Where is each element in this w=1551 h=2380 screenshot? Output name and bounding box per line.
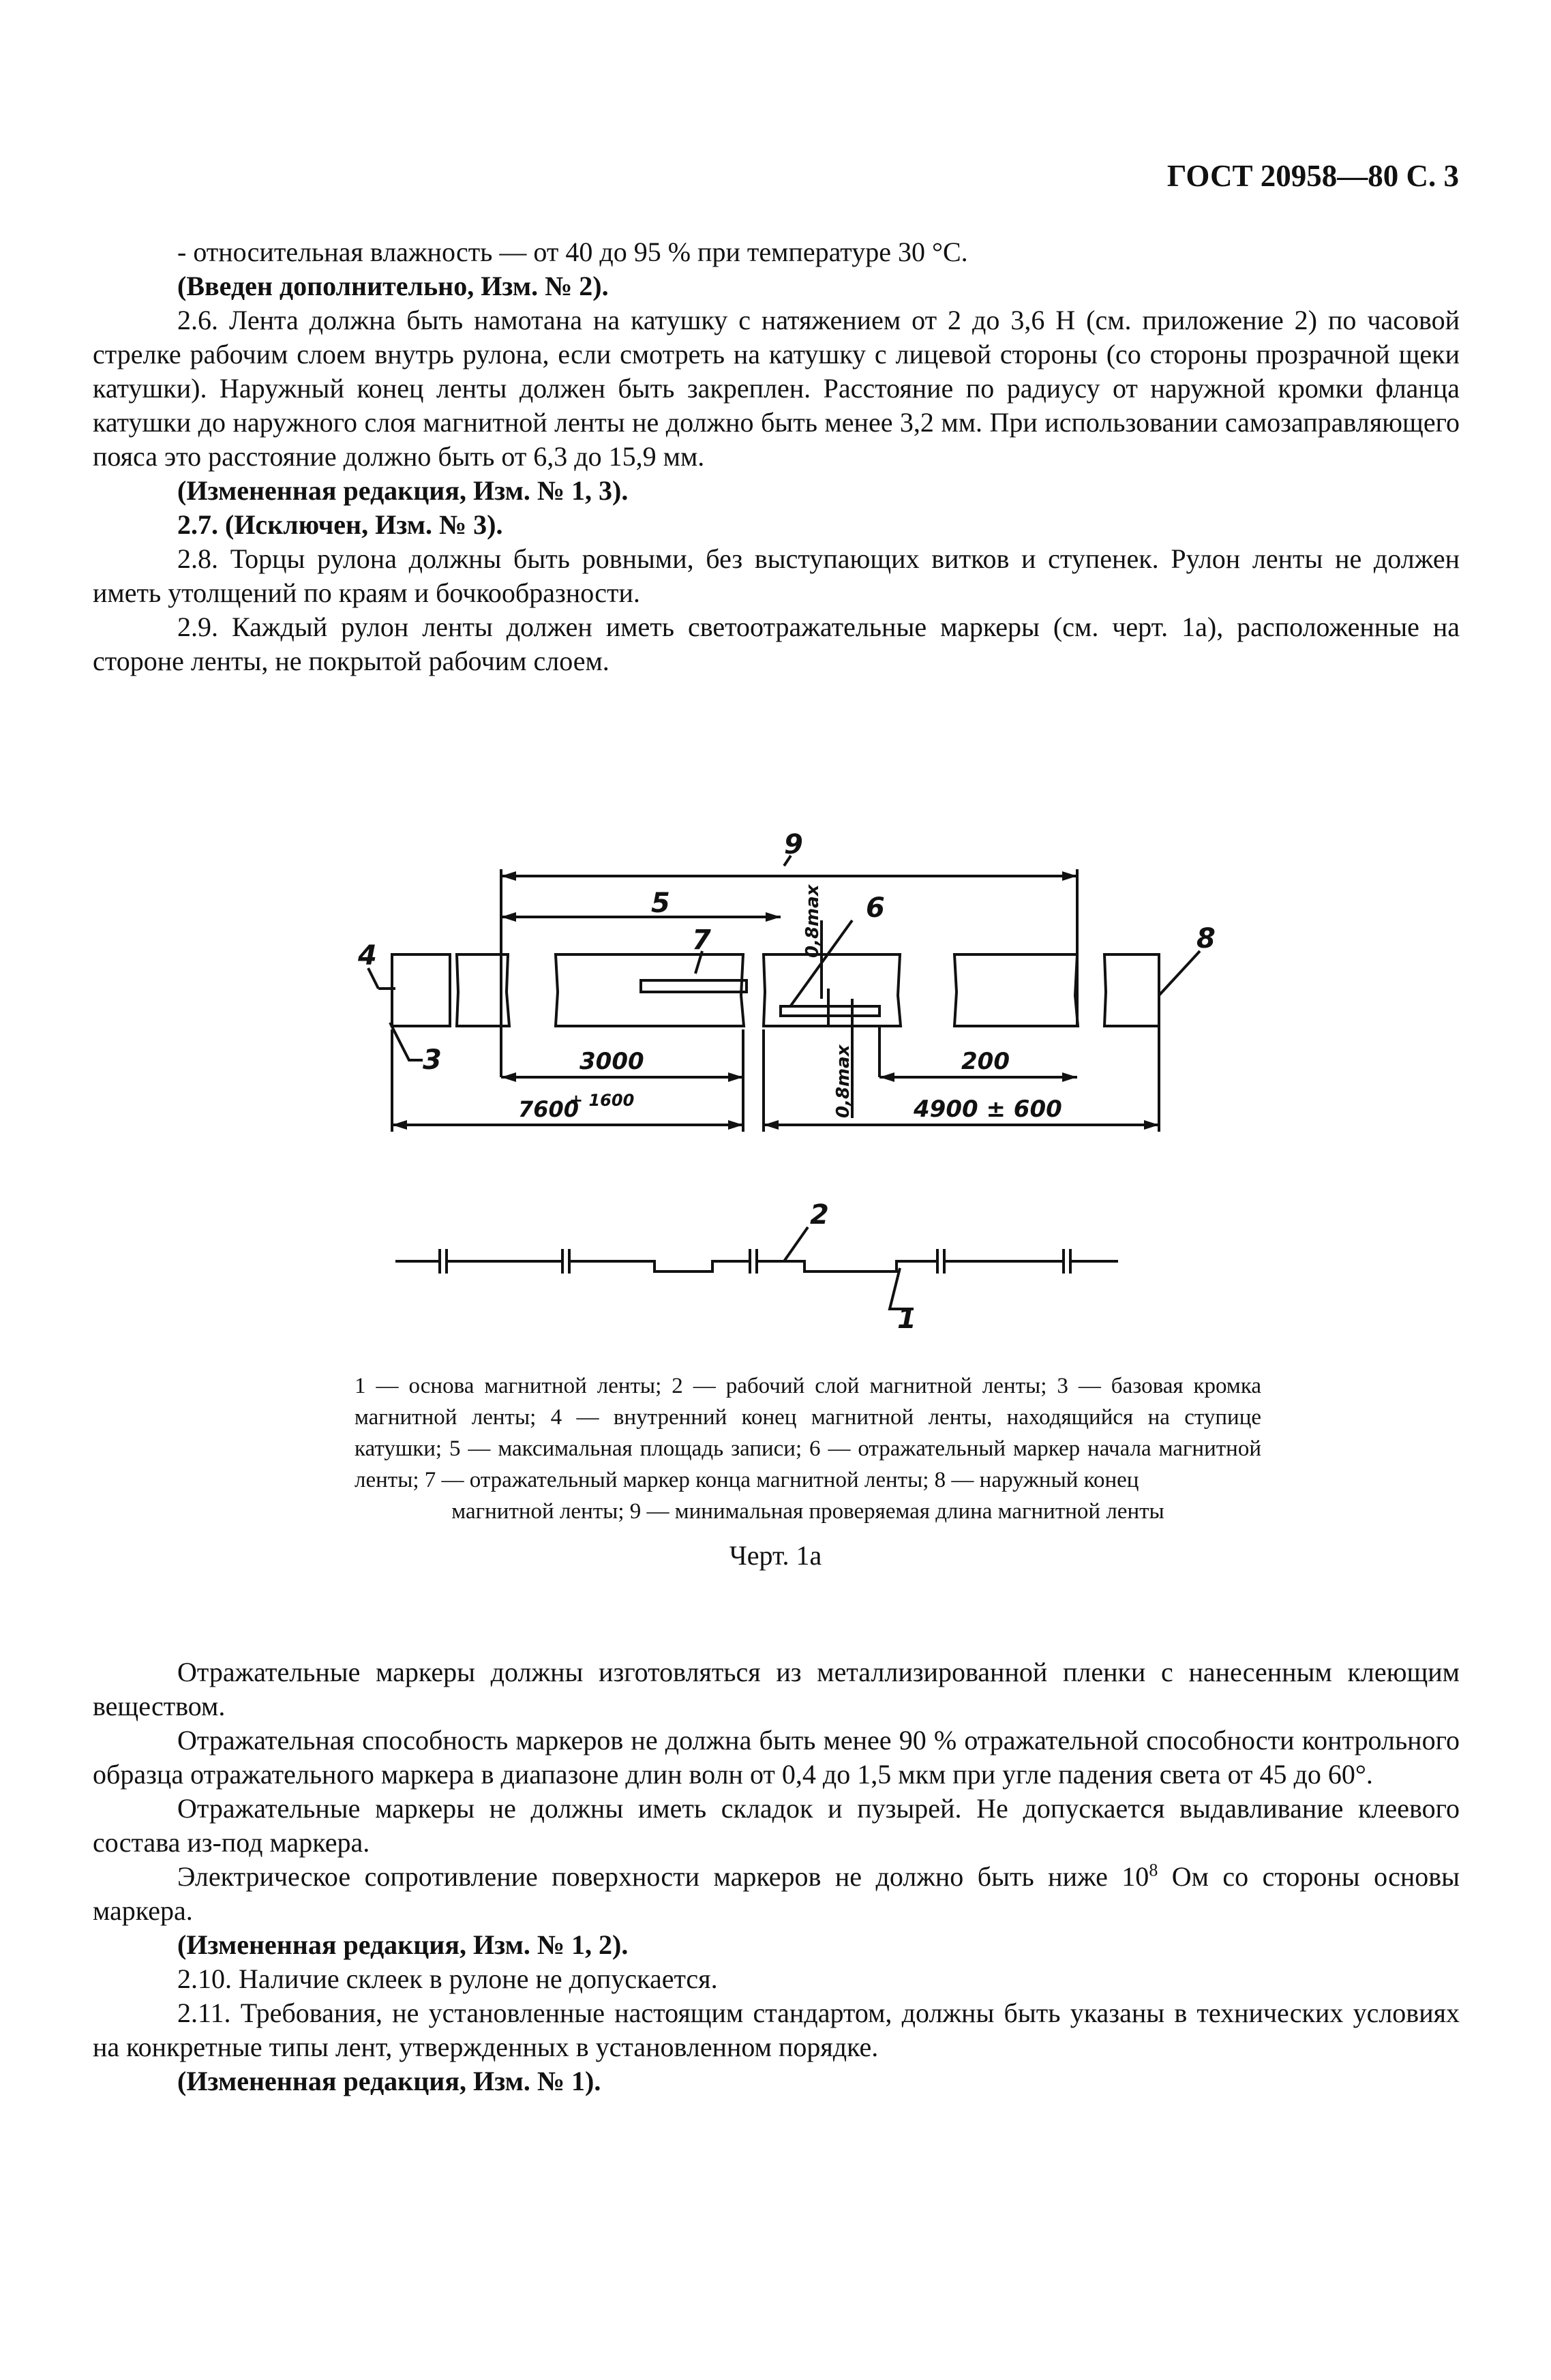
figure-legend	[355, 1370, 1261, 1527]
clause-2-9: 2.9. Каждый рулон ленты должен иметь светоотражательные маркеры (см. черт. 1а), расположенные на стороне ленты, не покрытой рабочим слоем.	[93, 612, 1460, 676]
markers-resistance: Электрическое сопротивление поверхности маркеров не должно быть ниже $10^8$ Ом со стороны основы маркера.	[93, 1860, 1460, 1926]
dimension-200: 200	[961, 1048, 1010, 1075]
label-3: 3	[423, 1044, 442, 1076]
dimension-4900: 4900 ± 600	[914, 1096, 1062, 1123]
leader-3	[390, 1023, 423, 1060]
dimension-7600-tolerance: + 1600	[569, 1091, 635, 1110]
clause-2-11: 2.11. Требования, не установленные настоящим стандартом, должны быть указаны в технических условиях на конкретные типы лент, утвержденных в установленном порядке.	[93, 1998, 1460, 2062]
leader-1	[890, 1268, 914, 1309]
label-9: 9	[784, 829, 803, 860]
amendment-note: (Измененная редакция, Изм. № 1).	[177, 2066, 601, 2096]
legend-text: 1 — основа магнитной ленты; 2 — рабочий слой магнитной ленты; 3 — базовая кромка магнитной ленты; 4 — внутренний конец магнитной ленты, находящийся на ступице катушки; 5 — максимальная площадь записи; 6 — отражательный маркер начала магнитной ленты; 7 — отражательный маркер конца магнитной ленты; 8 — наружный конец	[355, 1374, 1261, 1492]
amendment-note: (Введен дополнительно, Изм. № 2).	[177, 271, 609, 301]
markers-material: Отражательные маркеры должны изготовляться из металлизированной пленки с нанесенным клеющим веществом.	[93, 1657, 1460, 1721]
end-marker-7	[641, 980, 747, 992]
label-1: 1	[897, 1304, 916, 1335]
figure-caption: Черт. 1а	[729, 1540, 822, 1571]
leader-8	[1159, 951, 1200, 995]
label-6: 6	[866, 892, 885, 924]
tape-segment	[392, 954, 450, 1026]
bottom-text	[93, 1655, 1460, 2098]
legend-text-last: магнитной ленты; 9 — минимальная проверяемая длина магнитной ленты	[451, 1499, 1164, 1524]
tape-diagram-svg	[314, 791, 1248, 1350]
clause-2-8: 2.8. Торцы рулона должны быть ровными, без выступающих витков и ступенек. Рулон ленты не должен иметь утолщений по краям и бочкообразности.	[93, 543, 1460, 608]
page-header: ГОСТ 20958—80 С. 3	[1166, 159, 1459, 193]
tape-segment	[954, 954, 1078, 1026]
label-5: 5	[651, 888, 670, 919]
dimension-3000: 3000	[579, 1048, 644, 1075]
tape-segment	[556, 954, 744, 1026]
amendment-note: (Измененная редакция, Изм. № 1, 3).	[177, 475, 629, 506]
dimension-08-bottom: 0,8max	[833, 1044, 854, 1118]
amendment-note: (Измененная редакция, Изм. № 1, 2).	[177, 1929, 629, 1960]
tape-diagram	[314, 791, 1248, 1350]
clause-2-6: 2.6. Лента должна быть намотана на катушку с натяжением от 2 до 3,6 Н (см. приложение 2) по часовой стрелке рабочим слоем внутрь рулона, если смотреть на катушку с лицевой стороны (со стороны прозрачной щеки катушки). Наружный конец ленты должен быть закреплен. Расстояние по радиусу от наружной кромки фланца катушки до наружного слоя магнитной ленты не должно быть менее 3,2 мм. При использовании самозаправляющего пояса это расстояние должно быть от 6,3 до 15,9 мм.	[93, 305, 1460, 472]
start-marker-6	[781, 1006, 879, 1016]
tape-segment	[1104, 954, 1159, 1026]
dimension-08-top: 0,8max	[802, 884, 823, 958]
humidity-line: - относительная влажность — от 40 до 95 % при температуре 30 °С.	[177, 237, 968, 267]
cross-section-line	[395, 1249, 784, 1274]
label-2: 2	[810, 1199, 829, 1231]
cross-section-line	[784, 1249, 1118, 1274]
markers-defects: Отражательные маркеры не должны иметь складок и пузырей. Не допускается выдавливание клеевого состава из-под маркера.	[93, 1793, 1460, 1858]
dimension-7600: 7600	[518, 1096, 579, 1122]
leader-2	[784, 1227, 808, 1261]
top-text	[93, 235, 1460, 678]
clause-2-7: 2.7. (Исключен, Изм. № 3).	[177, 509, 503, 540]
label-7: 7	[692, 924, 711, 956]
label-4: 4	[358, 940, 377, 971]
markers-reflectivity: Отражательная способность маркеров не должна быть менее 90 % отражательной способности контрольного образца отражательного маркера в диапазоне длин волн от 0,4 до 1,5 мкм при угле падения света от 45 до 60°.	[93, 1725, 1460, 1790]
clause-2-10: 2.10. Наличие склеек в рулоне не допускается.	[177, 1963, 718, 1994]
label-8: 8	[1196, 923, 1216, 954]
